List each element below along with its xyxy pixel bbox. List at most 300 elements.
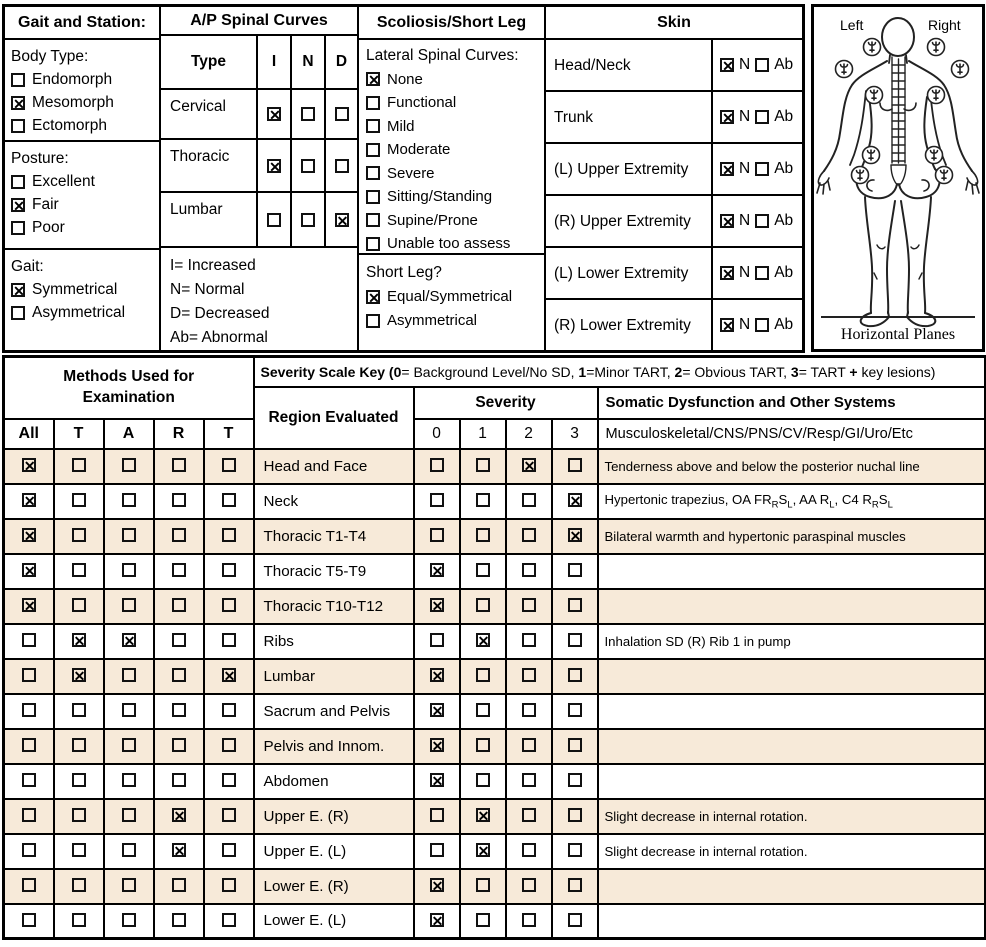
skin-abnormal-checkbox[interactable] [755,58,769,72]
lateral-option [366,138,544,162]
somatic-note [598,554,986,589]
method-a-checkbox[interactable] [122,913,136,927]
posture-option [11,193,157,216]
skin-normal-checkbox[interactable] [720,266,734,280]
method-a-checkbox[interactable] [122,703,136,717]
exam-row [4,729,986,764]
severity-col-3: 3 [552,419,598,449]
severity-3-checkbox[interactable] [568,668,582,682]
diagram-left-label: Left [840,17,864,33]
method-a-checkbox[interactable] [122,458,136,472]
ap-d-checkbox[interactable] [335,107,349,121]
severity-0-cell [414,449,460,484]
gait-option-label: Asymmetrical [32,304,126,321]
severity-1-checkbox[interactable] [476,703,490,717]
severity-0-checkbox[interactable] [430,493,444,507]
body-type-cell [5,40,159,142]
method-t1-checkbox[interactable] [72,528,86,542]
severity-0-checkbox[interactable] [430,878,444,892]
method-t2-checkbox[interactable] [222,913,236,927]
severity-3-checkbox[interactable] [568,633,582,647]
method-a-checkbox[interactable] [122,668,136,682]
method-a-checkbox[interactable] [122,773,136,787]
skin-row [546,196,802,248]
method-all-cell [4,659,54,694]
method-all-checkbox[interactable] [22,668,36,682]
method-a-checkbox[interactable] [122,598,136,612]
severity-0-cell [414,834,460,869]
skin-normal-checkbox[interactable] [720,110,734,124]
lateral-option-label: Mild [387,117,415,135]
method-r-checkbox[interactable] [172,668,186,682]
severity-3-checkbox[interactable] [568,598,582,612]
method-all-checkbox[interactable] [22,633,36,647]
ap-d-cell [324,88,357,138]
method-t2-cell [204,694,254,729]
examination-table [2,355,986,940]
skin-abnormal-checkbox[interactable] [755,266,769,280]
method-a-checkbox[interactable] [122,633,136,647]
posture-checkbox[interactable] [11,198,25,212]
severity-0-checkbox[interactable] [430,738,444,752]
severity-3-cell [552,589,598,624]
method-r-checkbox[interactable] [172,738,186,752]
ap-i-checkbox[interactable] [267,159,281,173]
posture-checkbox[interactable] [11,221,25,235]
severity-3-cell [552,694,598,729]
skin-abnormal-checkbox[interactable] [755,214,769,228]
gait-option [11,278,157,301]
method-t2-cell [204,484,254,519]
skin-rows [546,40,802,350]
method-t2-checkbox[interactable] [222,668,236,682]
method-all-checkbox[interactable] [22,773,36,787]
ap-i-checkbox[interactable] [267,213,281,227]
skin-abnormal-label: Ab [774,212,794,229]
method-all-cell [4,554,54,589]
short-leg-option [366,285,544,309]
severity-0-checkbox[interactable] [430,633,444,647]
somatic-note [598,589,986,624]
method-all-checkbox[interactable] [22,563,36,577]
severity-1-checkbox[interactable] [476,458,490,472]
severity-0-cell [414,589,460,624]
exam-row [4,624,986,659]
method-a-cell [104,484,154,519]
method-r-checkbox[interactable] [172,598,186,612]
severity-3-cell [552,624,598,659]
method-t2-checkbox[interactable] [222,528,236,542]
somatic-dysfunction-header: Somatic Dysfunction and Other Systems [598,387,986,419]
severity-1-checkbox[interactable] [476,878,490,892]
severity-2-checkbox[interactable] [522,913,536,927]
method-a-cell [104,904,154,939]
exam-row [4,764,986,799]
method-r-cell [154,484,204,519]
method-t2-checkbox[interactable] [222,843,236,857]
skin-region-label: (R) Upper Extremity [546,196,713,246]
skin-normal-checkbox[interactable] [720,318,734,332]
method-all-checkbox[interactable] [22,703,36,717]
skin-abnormal-label: Ab [774,108,794,125]
method-r-cell [154,694,204,729]
posture-option-label: Fair [32,196,59,213]
method-r-checkbox[interactable] [172,458,186,472]
severity-0-cell [414,694,460,729]
severity-3-checkbox[interactable] [568,528,582,542]
severity-2-cell [506,589,552,624]
severity-2-checkbox[interactable] [522,563,536,577]
exam-table-body [4,449,986,939]
posture-checkbox[interactable] [11,175,25,189]
severity-3-checkbox[interactable] [568,843,582,857]
method-a-checkbox[interactable] [122,808,136,822]
method-t2-cell [204,519,254,554]
ap-d-checkbox[interactable] [335,213,349,227]
method-t1-checkbox[interactable] [72,703,86,717]
body-type-checkbox[interactable] [11,73,25,87]
posture-option-label: Poor [32,219,65,236]
region-name: Sacrum and Pelvis [254,694,414,729]
section-skin [546,7,802,350]
region-name: Lower E. (R) [254,869,414,904]
severity-0-checkbox[interactable] [430,668,444,682]
lateral-checkbox[interactable] [366,166,380,180]
method-t1-cell [54,799,104,834]
method-col-r: R [154,419,204,449]
severity-1-checkbox[interactable] [476,773,490,787]
severity-2-checkbox[interactable] [522,668,536,682]
severity-0-cell [414,484,460,519]
severity-1-checkbox[interactable] [476,598,490,612]
method-t2-checkbox[interactable] [222,808,236,822]
severity-1-checkbox[interactable] [476,913,490,927]
severity-1-checkbox[interactable] [476,563,490,577]
skin-normal-checkbox[interactable] [720,58,734,72]
ap-curves-title: A/P Spinal Curves [161,7,357,36]
ap-d-checkbox[interactable] [335,159,349,173]
method-col-t2: T [204,419,254,449]
lateral-checkbox[interactable] [366,237,380,251]
skin-checks [713,248,802,298]
severity-2-checkbox[interactable] [522,773,536,787]
method-all-checkbox[interactable] [22,493,36,507]
method-r-cell [154,799,204,834]
method-col-a: A [104,419,154,449]
severity-1-checkbox[interactable] [476,493,490,507]
skin-abnormal-checkbox[interactable] [755,318,769,332]
lateral-option-label: Supine/Prone [387,211,478,229]
exam-row [4,869,986,904]
lateral-checkbox[interactable] [366,96,380,110]
somatic-note [598,764,986,799]
method-r-checkbox[interactable] [172,878,186,892]
short-leg-checkbox[interactable] [366,314,380,328]
short-leg-label: Short Leg? [366,264,442,281]
method-r-checkbox[interactable] [172,913,186,927]
ap-n-checkbox[interactable] [301,107,315,121]
method-t1-cell [54,589,104,624]
method-t1-cell [54,764,104,799]
method-t1-checkbox[interactable] [72,563,86,577]
lateral-checkbox[interactable] [366,119,380,133]
method-a-checkbox[interactable] [122,563,136,577]
section-ap-spinal-curves [161,7,359,350]
lateral-curves-label: Lateral Spinal Curves: [366,47,519,64]
method-t2-checkbox[interactable] [222,458,236,472]
severity-0-checkbox[interactable] [430,528,444,542]
method-a-cell [104,554,154,589]
region-name: Ribs [254,624,414,659]
gait-station-title: Gait and Station: [5,7,159,40]
method-t1-cell [54,624,104,659]
skin-checks [713,300,802,350]
gait-option [11,301,157,324]
severity-3-cell [552,834,598,869]
severity-2-checkbox[interactable] [522,493,536,507]
method-a-cell [104,624,154,659]
body-type-checkbox[interactable] [11,119,25,133]
severity-1-cell [460,729,506,764]
lateral-checkbox[interactable] [366,143,380,157]
method-t1-checkbox[interactable] [72,493,86,507]
severity-2-checkbox[interactable] [522,633,536,647]
severity-1-checkbox[interactable] [476,808,490,822]
method-r-checkbox[interactable] [172,633,186,647]
severity-0-checkbox[interactable] [430,598,444,612]
method-t2-checkbox[interactable] [222,878,236,892]
severity-3-checkbox[interactable] [568,563,582,577]
posture-option [11,216,157,239]
method-t1-checkbox[interactable] [72,913,86,927]
skin-normal-label: N [739,264,751,281]
method-r-checkbox[interactable] [172,808,186,822]
severity-3-checkbox[interactable] [568,773,582,787]
gait-checkbox[interactable] [11,306,25,320]
skin-normal-label: N [739,160,751,177]
method-r-cell [154,764,204,799]
severity-col-0: 0 [414,419,460,449]
severity-3-checkbox[interactable] [568,878,582,892]
ap-i-checkbox[interactable] [267,107,281,121]
severity-1-checkbox[interactable] [476,528,490,542]
skin-normal-checkbox[interactable] [720,214,734,228]
method-all-checkbox[interactable] [22,913,36,927]
severity-0-checkbox[interactable] [430,458,444,472]
skin-checks [713,144,802,194]
skin-row [546,144,802,196]
method-all-cell [4,694,54,729]
severity-3-cell [552,484,598,519]
method-r-checkbox[interactable] [172,493,186,507]
method-t1-checkbox[interactable] [72,458,86,472]
severity-2-checkbox[interactable] [522,843,536,857]
exam-row [4,484,986,519]
diagram-right-label: Right [928,17,961,33]
method-t1-checkbox[interactable] [72,843,86,857]
ap-legend-line: I= Increased [170,257,256,274]
severity-3-checkbox[interactable] [568,808,582,822]
region-evaluated-header: Region Evaluated [254,387,414,449]
ap-n-checkbox[interactable] [301,159,315,173]
method-t2-cell [204,834,254,869]
lateral-option [366,115,544,139]
severity-0-checkbox[interactable] [430,913,444,927]
severity-1-cell [460,554,506,589]
lateral-checkbox[interactable] [366,213,380,227]
gait-checkbox[interactable] [11,283,25,297]
method-r-cell [154,449,204,484]
severity-3-checkbox[interactable] [568,913,582,927]
method-all-cell [4,799,54,834]
method-a-checkbox[interactable] [122,878,136,892]
region-name: Thoracic T10-T12 [254,589,414,624]
method-r-checkbox[interactable] [172,563,186,577]
severity-col-1: 1 [460,419,506,449]
method-t2-checkbox[interactable] [222,633,236,647]
short-leg-checkbox[interactable] [366,290,380,304]
method-r-checkbox[interactable] [172,843,186,857]
region-name: Lumbar [254,659,414,694]
method-t1-checkbox[interactable] [72,633,86,647]
body-type-option [11,68,157,91]
region-name: Upper E. (L) [254,834,414,869]
method-r-checkbox[interactable] [172,773,186,787]
skin-abnormal-checkbox[interactable] [755,110,769,124]
lateral-checkbox[interactable] [366,72,380,86]
method-t1-checkbox[interactable] [72,773,86,787]
method-r-cell [154,904,204,939]
severity-1-cell [460,904,506,939]
severity-1-checkbox[interactable] [476,843,490,857]
method-t1-checkbox[interactable] [72,738,86,752]
lateral-option [366,68,544,92]
method-all-checkbox[interactable] [22,738,36,752]
severity-3-checkbox[interactable] [568,703,582,717]
method-t2-checkbox[interactable] [222,773,236,787]
severity-2-checkbox[interactable] [522,738,536,752]
severity-2-checkbox[interactable] [522,703,536,717]
skin-normal-label: N [739,212,751,229]
diagram-caption: Horizontal Planes [840,326,956,343]
severity-2-checkbox[interactable] [522,878,536,892]
ap-curves-grid [161,36,357,246]
method-all-cell [4,624,54,659]
severity-1-checkbox[interactable] [476,738,490,752]
lateral-checkbox[interactable] [366,190,380,204]
severity-1-cell [460,589,506,624]
skin-region-label: (L) Upper Extremity [546,144,713,194]
severity-3-checkbox[interactable] [568,738,582,752]
method-all-cell [4,519,54,554]
method-all-checkbox[interactable] [22,808,36,822]
somatic-note: Slight decrease in internal rotation. [598,834,986,869]
method-all-cell [4,764,54,799]
method-all-checkbox[interactable] [22,878,36,892]
skin-normal-checkbox[interactable] [720,162,734,176]
severity-2-checkbox[interactable] [522,458,536,472]
severity-2-checkbox[interactable] [522,808,536,822]
ap-n-cell [290,138,324,191]
method-a-checkbox[interactable] [122,738,136,752]
section-scoliosis [359,7,546,350]
method-t2-checkbox[interactable] [222,598,236,612]
severity-2-cell [506,449,552,484]
method-r-checkbox[interactable] [172,528,186,542]
method-all-checkbox[interactable] [22,598,36,612]
lateral-option-label: None [387,70,423,88]
lateral-option [366,91,544,115]
body-type-checkbox[interactable] [11,96,25,110]
method-t2-cell [204,554,254,589]
skin-abnormal-checkbox[interactable] [755,162,769,176]
ap-n-checkbox[interactable] [301,213,315,227]
severity-col-2: 2 [506,419,552,449]
severity-0-checkbox[interactable] [430,563,444,577]
method-t1-cell [54,484,104,519]
severity-3-checkbox[interactable] [568,493,582,507]
ap-row-type: Cervical [161,88,256,138]
method-r-checkbox[interactable] [172,703,186,717]
severity-1-checkbox[interactable] [476,668,490,682]
ap-col-d: D [324,36,357,88]
method-t2-checkbox[interactable] [222,563,236,577]
method-t2-checkbox[interactable] [222,493,236,507]
method-t1-checkbox[interactable] [72,808,86,822]
method-all-checkbox[interactable] [22,458,36,472]
method-all-checkbox[interactable] [22,528,36,542]
severity-0-checkbox[interactable] [430,703,444,717]
top-sections [2,4,805,353]
method-t2-checkbox[interactable] [222,738,236,752]
method-t1-checkbox[interactable] [72,668,86,682]
method-r-cell [154,729,204,764]
severity-1-cell [460,659,506,694]
method-all-cell [4,904,54,939]
lateral-curves-cell [359,40,544,255]
severity-3-checkbox[interactable] [568,458,582,472]
somatic-note [598,904,986,939]
method-all-checkbox[interactable] [22,843,36,857]
region-name: Neck [254,484,414,519]
skin-checks [713,40,802,90]
severity-0-checkbox[interactable] [430,773,444,787]
severity-2-checkbox[interactable] [522,528,536,542]
somatic-note: Tenderness above and below the posterior nuchal line [598,449,986,484]
severity-2-checkbox[interactable] [522,598,536,612]
method-t2-checkbox[interactable] [222,703,236,717]
body-type-option-label: Ectomorph [32,117,107,134]
somatic-note: Hypertonic trapezius, OA $FR_RS_L$, AA $R_L$, C4 $R_RS_L$ [598,484,986,519]
lateral-option-label: Moderate [387,141,451,158]
somatic-note: Inhalation SD (R) Rib 1 in pump [598,624,986,659]
method-t1-checkbox[interactable] [72,598,86,612]
severity-1-checkbox[interactable] [476,633,490,647]
severity-0-checkbox[interactable] [430,808,444,822]
method-a-checkbox[interactable] [122,493,136,507]
method-all-cell [4,589,54,624]
body-diagram-panel [811,4,985,352]
severity-0-checkbox[interactable] [430,843,444,857]
severity-3-cell [552,659,598,694]
method-a-checkbox[interactable] [122,843,136,857]
exam-table-head [4,357,986,449]
method-t1-cell [54,554,104,589]
somatic-note [598,659,986,694]
method-a-checkbox[interactable] [122,528,136,542]
body-type-label: Body Type: [11,48,89,65]
method-t1-checkbox[interactable] [72,878,86,892]
